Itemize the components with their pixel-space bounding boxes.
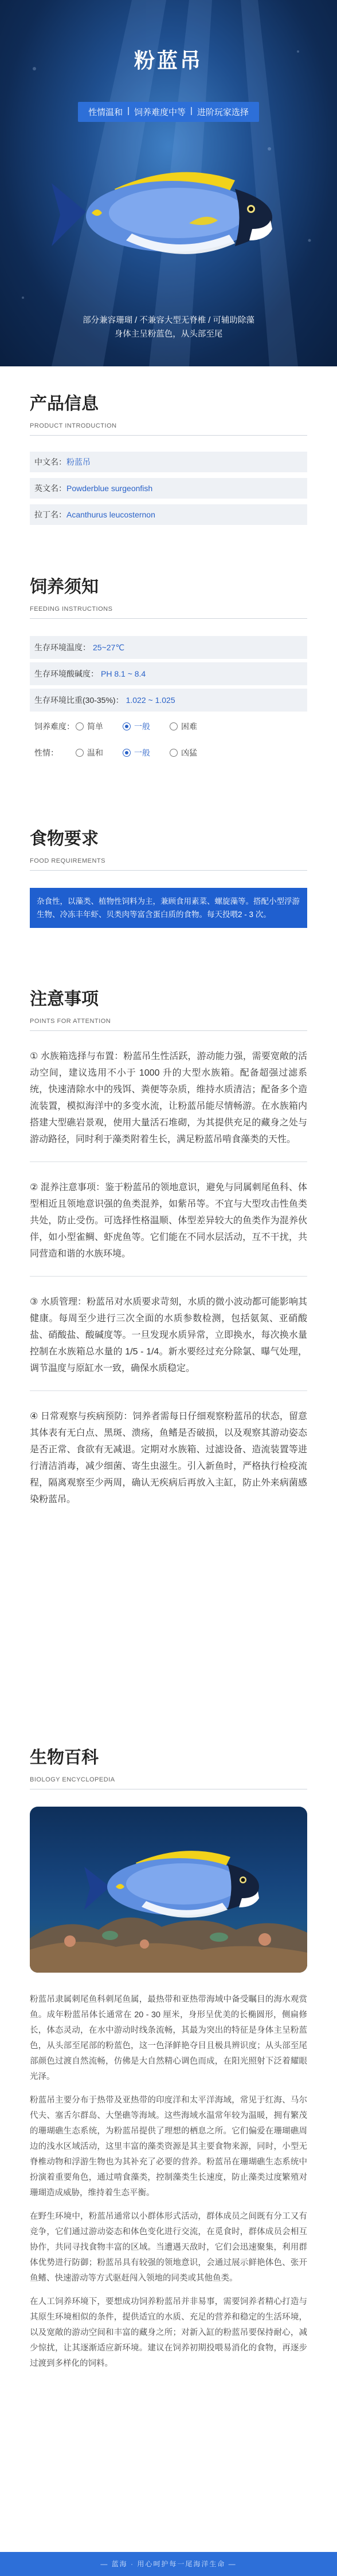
section-title: 生物百科 (30, 1748, 99, 1767)
tag-level: 进阶玩家选择 (197, 108, 249, 117)
feed-key: 生存环境酸碱度： (34, 669, 99, 678)
food-description: 杂食性，以藻类、植物性饲料为主，兼顾食用素菜、螺旋藻等。搭配小型浮游生物、冷冻丰年虾、贝类肉等富含蛋白质的食物。每天投喂2 - 3 次。 (30, 888, 307, 928)
bio-paragraph: 粉蓝吊主要分布于热带及亚热带的印度洋和太平洋海域，常见于红海、马尔代夫、塞舌尔群岛、大堡礁等海域。这些海域水温常年较为温暖，拥有繁茂的珊瑚礁生态系统，为粉蓝吊提供了理想的栖息之所。它们偏爱在珊瑚礁周边的浅水区域活动，这里丰富的藻类资源是其主要食物来源，同时，小型无脊椎动物和浮游生物也为其补充了必要的营养。粉蓝吊在珊瑚礁生态系统中扮演着重要角色，通过啃食藻类，控制藻类生长速度，防止藻类过度繁殖对珊瑚造成威胁，维持着生态平衡。 (30, 2096, 307, 2198)
section-title: 产品信息 (30, 394, 99, 413)
product-info-list (30, 452, 307, 525)
section-divider (30, 870, 307, 871)
info-key: 拉丁名： (34, 510, 66, 519)
bio-paragraph: 粉蓝吊隶属刺尾鱼科刺尾鱼属，最热带和亚热带海域中备受瞩目的海水观赏鱼。成年粉蓝吊体长通常在 20 - 30 厘米，身形呈优美的长椭圆形，侧扁修长，体态灵动，在水中游动时线条流畅，其最为突出的特征是身体主呈粉蓝色，从头部至尾部的粉蓝色，这一色泽鲜艳夺目且极具辨识度；从头部至尾部颜色过渡自然流畅，仿佛是大自然精心调色而成，在阳光照射下泛着耀眼光泽。 (30, 1995, 307, 2081)
bio-paragraph: 在野生环境中，粉蓝吊通常以小群体形式活动，群体成员之间既有分工又有竞争，它们通过游动姿态和体色变化进行交流，在觅食时，群体成员会相互协作，共同寻找食物丰富的区域。当遭遇天敌时，它们会迅速聚集，利用群体优势进行防御；粉蓝吊具有较强的领地意识，会通过展示鲜艳体色、张开鱼鳍、快速游动等方式驱赶闯入领地的同类或其他鱼类。 (30, 2212, 307, 2283)
note-divider (30, 1390, 307, 1391)
attention-section (0, 985, 337, 1508)
footer-banner: — 蓝海 · 用心呵护每一尾海洋生命 — (0, 2552, 337, 2576)
note-divider (30, 1161, 307, 1162)
radio-icon (170, 749, 178, 757)
temper-row (30, 741, 307, 764)
note-mixing: ② 混养注意事项：鉴于粉蓝吊的领地意识，避免与同属刺尾鱼科、体型相近且领地意识强的鱼类混养，如紫吊等。不宜与大型攻击性鱼类共处，防止受伤。可选择性格温顺、体型差异较大的鱼类作为混养伙伴，如小型雀鲷、虾虎鱼等。它们能在不同水层活动，互不干扰，共同营造和谐的水族环境。 (30, 1183, 307, 1259)
difficulty-row (30, 715, 307, 738)
bio-paragraph: 在人工饲养环境下，要想成功饲养粉蓝吊并非易事，需要饲养者精心打造与其原生环境相似的条件，提供适宜的水质、充足的营养和稳定的生活环境，以及宽敞的游动空间和丰富的藏身之所；对新入缸的粉蓝吊要保持耐心，减少惊扰，让其逐渐适应新环境。建议在饲养初期投喂易消化的食物，再逐步过渡到多样化的饲料。 (30, 2297, 307, 2368)
hero-subtitle-line2: 身体主呈粉蓝色，从头部至尾 (114, 330, 223, 339)
hero-title: 粉蓝吊 (134, 49, 203, 72)
reef-fish-illustration (30, 1807, 307, 1973)
info-key: 中文名： (34, 457, 66, 467)
section-title: 食物要求 (30, 829, 99, 848)
feed-value: 25~27℃ (93, 642, 125, 652)
info-row-chinese-name (30, 452, 307, 472)
temper-option-normal: 一般 (123, 747, 150, 758)
feed-row-gravity (30, 689, 307, 712)
info-row-latin-name (30, 504, 307, 525)
hero-banner (0, 0, 337, 366)
section-title: 饲养须知 (30, 578, 99, 596)
section-subtitle-en: POINTS FOR ATTENTION (30, 1018, 111, 1025)
tag-difficulty: 饲养难度中等 (134, 108, 186, 117)
radio-selected-icon (123, 722, 131, 730)
product-info-section (0, 389, 337, 531)
tag-divider: | (127, 106, 130, 116)
feed-value: 1.022 ~ 1.025 (126, 696, 175, 705)
section-subtitle-en: PRODUCT INTRODUCTION (30, 422, 117, 429)
temper-label: 性情： (34, 748, 58, 757)
note-disease-prevention: ④ 日常观察与疾病预防：饲养者需每日仔细观察粉蓝吊的状态，留意其体表有无白点、黑斑、溃疡，鱼鳍是否破损，以及观察其游动姿态是否正常、食欲有无减退。定期对水族箱、过滤设备、造流装置等进行清洁消毒，减少细菌、寄生虫滋生。引入新鱼时，严格执行检疫流程，隔离观察至少两周，确认无疾病后再放入主缸，防止外来病菌感染粉蓝吊。 (30, 1412, 307, 1504)
info-value: 粉蓝吊 (66, 457, 91, 467)
info-value: Acanthurus leucosternon (66, 510, 155, 519)
section-divider (30, 618, 307, 619)
radio-icon (76, 749, 84, 757)
biology-section (0, 1743, 337, 2372)
info-row-english-name (30, 478, 307, 499)
info-key: 英文名： (34, 484, 66, 493)
radio-icon (170, 722, 178, 730)
radio-icon (76, 722, 84, 730)
feed-value: PH 8.1 ~ 8.4 (101, 669, 146, 678)
feeding-section (0, 572, 337, 768)
difficulty-option-medium: 一般 (123, 721, 150, 732)
info-value: Powderblue surgeonfish (66, 484, 153, 493)
feed-row-ph (30, 662, 307, 685)
difficulty-option-hard: 困难 (170, 721, 197, 732)
section-divider (30, 1030, 307, 1031)
tag-divider: | (190, 106, 193, 116)
difficulty-label: 饲养难度： (34, 722, 75, 731)
tag-bar (78, 102, 259, 122)
feed-row-temperature (30, 636, 307, 659)
feed-key: 生存环境比重(30-35%)： (34, 696, 124, 705)
section-subtitle-en: BIOLOGY ENCYCLOPEDIA (30, 1776, 115, 1783)
section-subtitle-en: FOOD REQUIREMENTS (30, 858, 105, 864)
temper-option-mild: 温和 (76, 747, 103, 758)
note-divider (30, 1276, 307, 1277)
feeding-list (30, 636, 307, 764)
hero-subtitle (0, 314, 337, 341)
section-divider (30, 435, 307, 436)
section-subtitle-en: FEEDING INSTRUCTIONS (30, 606, 113, 613)
powderblue-tang-image (46, 149, 298, 280)
biology-text (30, 1992, 307, 2372)
temper-option-fierce: 凶猛 (170, 747, 197, 758)
reef-fish-photo (30, 1807, 307, 1973)
hero-tags (0, 102, 337, 122)
hero-subtitle-line1: 部分兼容珊瑚 / 不兼容大型无脊椎 / 可辅助除藻 (83, 316, 254, 325)
tag-temper: 性情温和 (88, 108, 123, 117)
note-water-quality: ③ 水质管理：粉蓝吊对水质要求苛刻，水质的微小波动都可能影响其健康。每周至少进行三次全面的水质参数检测，包括氨氮、亚硝酸盐、硝酸盐、酸碱度等。一旦发现水质异常，立即换水，每次换水量控制在水族箱总水量的 1/5 - 1/4。新水要经过充分除氯、曝气处理，调节温度与原缸水一致，确保水质稳定。 (30, 1297, 307, 1373)
food-section (0, 824, 337, 928)
feed-key: 生存环境温度： (34, 643, 91, 652)
radio-selected-icon (123, 749, 131, 757)
difficulty-option-easy: 简单 (76, 721, 103, 732)
note-tank-setup: ① 水族箱选择与布置：粉蓝吊生性活跃，游动能力强，需要宽敞的活动空间，建议选用不小于 1000 升的大型水族箱。配备超强过滤系统，快速清除水中的残饵、粪便等杂质，维持水质清洁；配备多个造流装置，模拟海洋中的多变水流，让粉蓝吊能尽情畅游。在水族箱内搭建大型礁岩景观，使用大量活石堆砌，为其提供充足的藏身之处与游动路径，同时利于藻类附着生长，满足粉蓝吊啃食藻类的天性。 (30, 1052, 307, 1144)
section-title: 注意事项 (30, 990, 99, 1009)
